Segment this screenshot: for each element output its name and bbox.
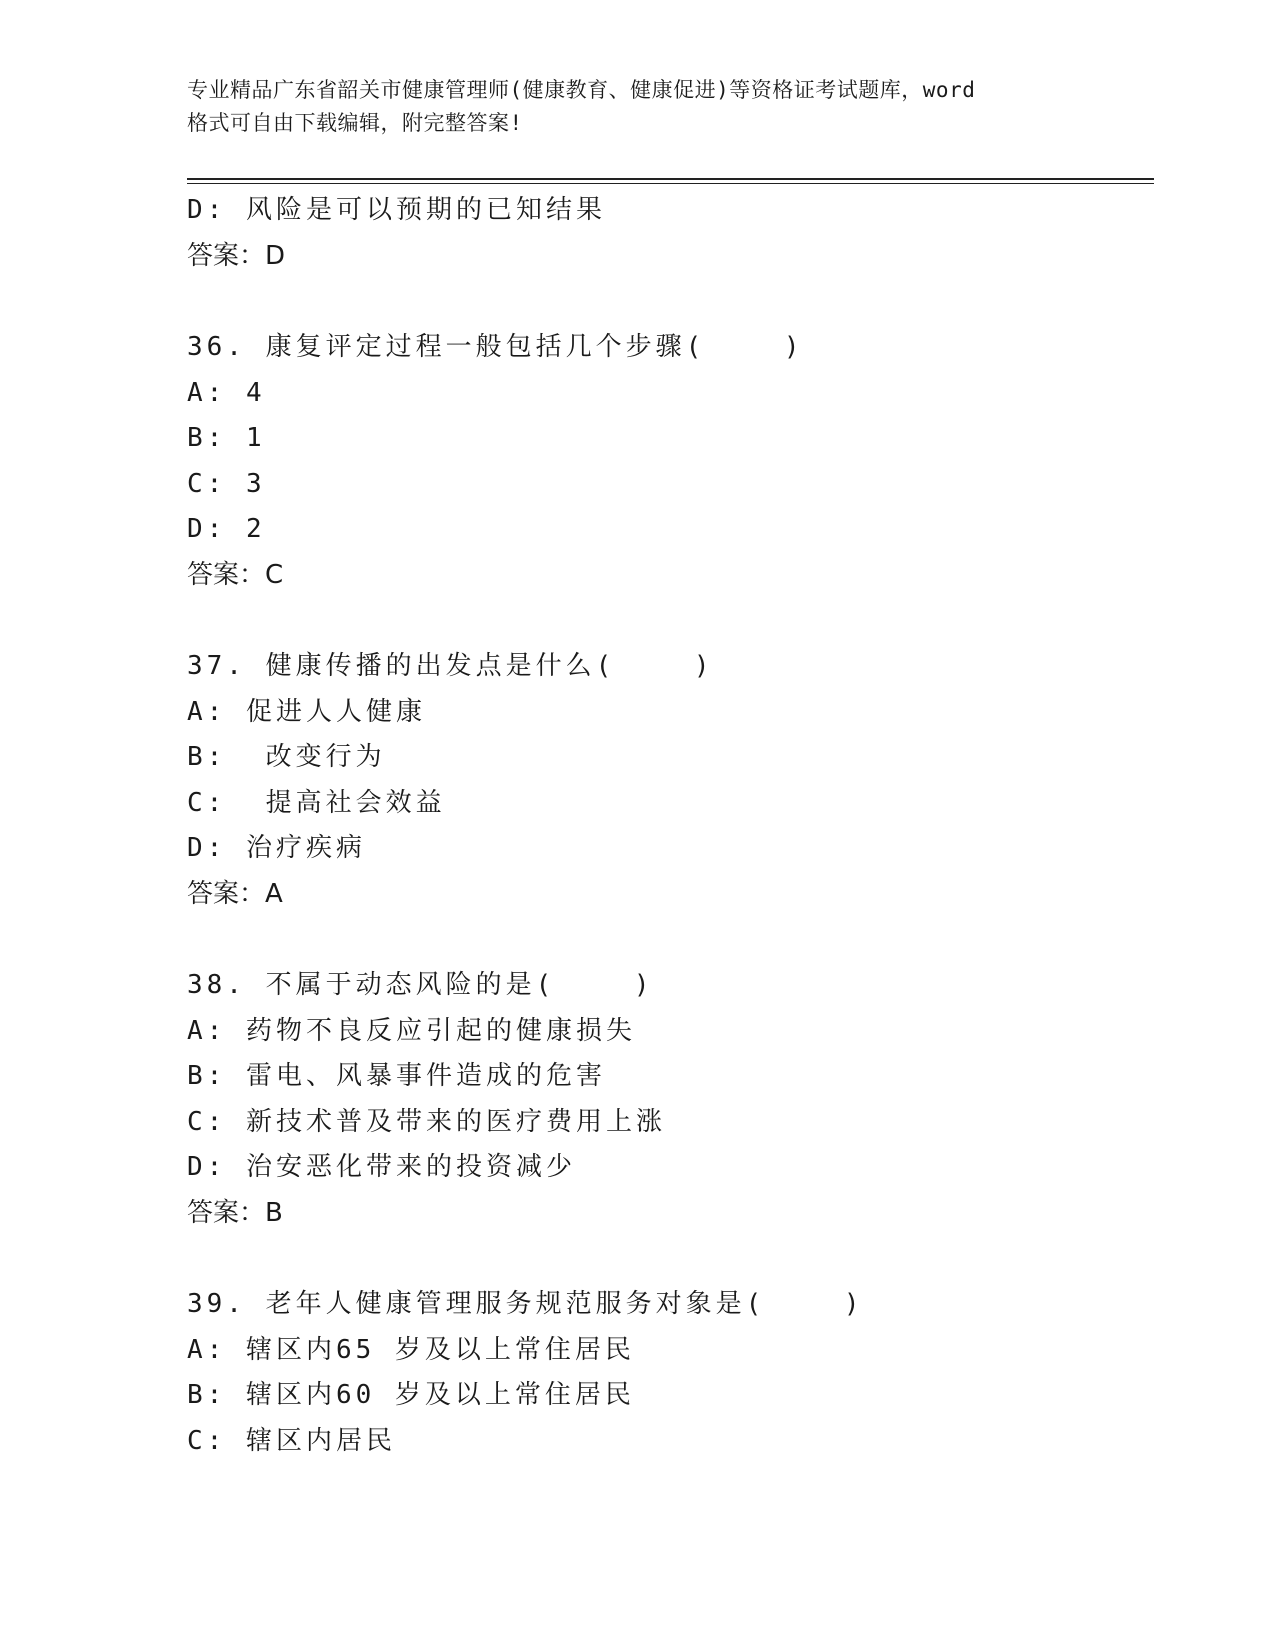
option-d: D: 2 bbox=[187, 514, 266, 544]
header-rule-thick bbox=[187, 178, 1154, 180]
document-header bbox=[187, 74, 1107, 140]
option-b: B: 1 bbox=[187, 423, 266, 453]
question-stem: 38. 不属于动态风险的是( ) bbox=[187, 970, 654, 1000]
answer: 答案：A bbox=[187, 878, 283, 909]
option-b: B: 改变行为 bbox=[187, 742, 386, 772]
question-list bbox=[187, 188, 1147, 1464]
answer: 答案：B bbox=[187, 1197, 283, 1228]
header-line-2: 格式可自由下载编辑，附完整答案! bbox=[187, 111, 523, 135]
option-c: C: 3 bbox=[187, 468, 266, 499]
header-line-1: 专业精品广东省韶关市健康管理师(健康教育、健康促进)等资格证考试题库，word bbox=[187, 78, 976, 102]
question-39 bbox=[187, 1282, 1147, 1464]
option-b: B: 辖区内60 岁及以上常住居民 bbox=[187, 1380, 635, 1410]
option-c: C: 新技术普及带来的医疗费用上涨 bbox=[187, 1106, 666, 1137]
option-a: A: 药物不良反应引起的健康损失 bbox=[187, 1015, 636, 1046]
question-36 bbox=[187, 325, 1147, 598]
question-38 bbox=[187, 963, 1147, 1236]
option-a: A: 促进人人健康 bbox=[187, 696, 426, 727]
option-a: A: 4 bbox=[187, 377, 266, 408]
prev-option-d: D: 风险是可以预期的已知结果 bbox=[187, 195, 606, 225]
question-37 bbox=[187, 644, 1147, 917]
option-c: C: 辖区内居民 bbox=[187, 1425, 396, 1456]
question-stem: 37. 健康传播的出发点是什么( ) bbox=[187, 651, 714, 681]
question-stem: 39. 老年人健康管理服务规范服务对象是( ) bbox=[187, 1289, 864, 1319]
option-d: D: 治疗疾病 bbox=[187, 833, 366, 863]
header-rule-thin bbox=[187, 183, 1154, 184]
prev-answer: 答案：D bbox=[187, 240, 286, 271]
option-c: C: 提高社会效益 bbox=[187, 787, 446, 818]
option-b: B: 雷电、风暴事件造成的危害 bbox=[187, 1061, 606, 1091]
question-stem: 36. 康复评定过程一般包括几个步骤( ) bbox=[187, 332, 804, 362]
answer: 答案：C bbox=[187, 559, 284, 590]
option-d: D: 治安恶化带来的投资减少 bbox=[187, 1152, 576, 1182]
option-a: A: 辖区内65 岁及以上常住居民 bbox=[187, 1334, 635, 1365]
